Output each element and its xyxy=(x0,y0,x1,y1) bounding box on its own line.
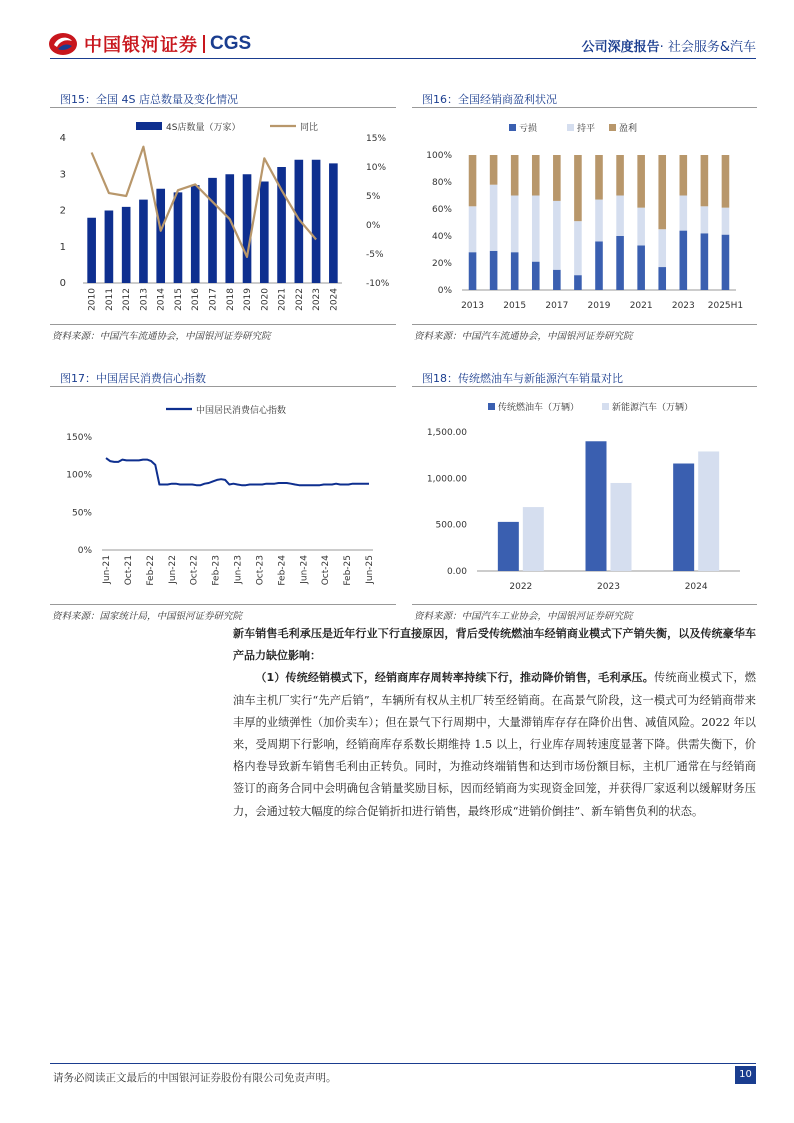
fig16-bar-segment xyxy=(658,267,666,290)
fig16-bar-segment xyxy=(532,262,540,290)
fig16-bar-segment xyxy=(511,155,519,196)
logo-separator xyxy=(203,35,205,53)
fig17-y-tick: 150% xyxy=(66,433,92,443)
report-sector: · 社会服务&汽车 xyxy=(659,40,756,55)
fig16-legend-label: 亏损 xyxy=(519,124,538,134)
fig16-bar-segment xyxy=(680,155,688,196)
fig15-plot xyxy=(60,121,390,311)
fig18-x-tick: 2022 xyxy=(509,582,533,592)
fig15-legend-bar-swatch xyxy=(136,122,162,130)
fig15-left-tick: 4 xyxy=(59,133,66,144)
fig16-bar-segment xyxy=(722,208,730,235)
fig18-bar xyxy=(698,451,719,571)
fig16-x-tick: 2019 xyxy=(587,301,611,311)
fig16-bar-segment xyxy=(511,196,519,253)
fig17-source-rule xyxy=(50,604,396,605)
fig17-x-tick: Jun-25 xyxy=(365,555,375,584)
fig16-bar-segment xyxy=(637,208,645,246)
fig15-bar xyxy=(260,182,269,284)
fig16-bar-segment xyxy=(701,233,709,290)
fig16-bar-segment xyxy=(658,229,666,267)
fig16-bar-segment xyxy=(595,241,603,290)
fig17-legend-label: 中国居民消费信心指数 xyxy=(196,406,287,416)
fig18-legend-label: 传统燃油车（万辆） xyxy=(498,403,580,413)
fig15-left-tick: 1 xyxy=(59,241,66,253)
fig18-bar xyxy=(586,441,607,571)
fig18-x-tick: 2023 xyxy=(597,582,620,592)
fig16-title-rule xyxy=(412,107,757,108)
fig15-title: 图15：全国 4S 店总数量及变化情况 xyxy=(60,93,238,106)
fig18-source-rule xyxy=(412,604,757,605)
fig15-right-tick: 5% xyxy=(366,192,381,202)
fig15-right-tick: 0% xyxy=(366,221,381,231)
fig16-bar-segment xyxy=(532,196,540,262)
fig18-legend-swatch xyxy=(488,403,495,410)
body-paragraph-2-lead: （1）传统经销模式下，经销商库存周转率持续下行，推动降价销售，毛利承压。 xyxy=(255,671,654,685)
fig18-legend-swatch xyxy=(602,403,609,410)
fig15-x-tick: 2015 xyxy=(173,288,184,311)
fig16-plot xyxy=(426,122,743,311)
fig15-right-tick: 10% xyxy=(366,163,387,173)
body-paragraph-1: 新车销售毛利承压是近年行业下行直接原因，背后受传统燃油车经销商业模式下产销失衡，以及传统豪华车产品力缺位影响： xyxy=(233,627,756,663)
fig16-bar-segment xyxy=(553,155,561,201)
fig15-x-tick: 2019 xyxy=(243,288,254,311)
report-type: 公司深度报告 xyxy=(581,40,660,55)
body-text xyxy=(233,623,756,823)
fig18-y-tick: 1,500.00 xyxy=(426,428,467,438)
fig15-x-tick: 2021 xyxy=(277,288,288,311)
fig16-bar-segment xyxy=(595,155,603,200)
body-paragraph-2 xyxy=(233,667,756,822)
fig15-x-tick: 2023 xyxy=(312,288,323,311)
fig15-x-tick: 2024 xyxy=(329,288,340,311)
fig16-x-tick: 2017 xyxy=(545,301,569,311)
fig16-x-tick: 2021 xyxy=(629,301,653,311)
fig15-bar xyxy=(122,207,131,283)
fig16-bar-segment xyxy=(574,155,582,221)
logo-cgs: CGS xyxy=(210,33,252,54)
fig17-y-tick: 50% xyxy=(71,508,92,519)
fig17-x-tick: Feb-25 xyxy=(343,555,354,586)
fig16-bar-segment xyxy=(553,270,561,290)
fig18-y-tick: 1,000.00 xyxy=(426,474,467,485)
fig15-left-tick: 2 xyxy=(59,205,66,217)
fig18-bar xyxy=(498,522,519,571)
fig16-bar-segment xyxy=(722,235,730,290)
body-paragraph-2-rest: 传统商业模式下，燃油车主机厂实行“先产后销”，车辆所有权从主机厂转至经销商。在高景气阶段，这一模式可为经销商带来丰厚的业绩弹性（加价卖车）；但在景气下行周期中，大量滞销库存存在降价出售、减值风险。2022 年以来，受周期下行影响，经销商库存系数长期维持 1.5 以上，行业库存周转速度显著下降。供需失衡下，价格内卷导致新车销售毛利由正转负。同时，为推动终端销售和达到市场份额目标，主机厂通常在与经销商签订的商务合同中会明确包含销量奖励目标，因而经销商为实现资金回笼，并获得厂家返利以缓解财务压力，会通过较大幅度的综合促销折扣进行销售，最终形成“进销价倒挂”、新车销售负利的状态。 xyxy=(233,671,756,818)
fig16-source: 资料来源：中国汽车流通协会，中国银河证券研究院 xyxy=(414,331,633,342)
footer-disclaimer: 请务必阅读正文最后的中国银河证券股份有限公司免责声明。 xyxy=(53,1072,337,1084)
fig16-x-tick: 2023 xyxy=(671,301,695,311)
fig15-bar xyxy=(87,218,96,283)
fig16-bar-segment xyxy=(637,155,645,208)
fig17-x-tick: Feb-23 xyxy=(211,555,222,586)
fig15-bar xyxy=(191,185,200,283)
fig18-y-tick: 500.00 xyxy=(435,520,467,531)
fig15-right-tick: -5% xyxy=(366,250,384,260)
fig15-right-tick: -10% xyxy=(366,279,390,289)
fig18-plot xyxy=(427,401,740,592)
fig18-x-tick: 2024 xyxy=(684,582,708,592)
fig15-x-tick: 2011 xyxy=(104,288,115,311)
fig16-bar-segment xyxy=(701,206,709,233)
fig17-confidence-line xyxy=(106,458,369,485)
fig17-x-tick: Oct-24 xyxy=(321,555,332,586)
fig16-y-tick: 0% xyxy=(437,286,452,296)
fig16-bar-segment xyxy=(574,275,582,290)
fig16-bar-segment xyxy=(469,252,477,290)
fig16-y-tick: 60% xyxy=(431,205,452,215)
fig17-x-tick: Jun-22 xyxy=(167,555,178,584)
fig16-bar-segment xyxy=(616,196,624,237)
fig15-legend-line-label: 同比 xyxy=(300,123,319,133)
fig15-bar xyxy=(174,192,183,283)
fig15-legend-bar-label: 4S店数量（万家） xyxy=(166,123,241,133)
fig16-bar-segment xyxy=(680,231,688,290)
fig17-x-tick: Feb-24 xyxy=(277,555,288,586)
fig17-chart xyxy=(50,390,396,602)
fig16-bar-segment xyxy=(490,251,498,290)
fig15-x-tick: 2017 xyxy=(208,288,219,311)
fig18-source: 资料来源：中国汽车工业协会，中国银河证券研究院 xyxy=(414,611,633,622)
fig15-x-tick: 2018 xyxy=(225,288,236,311)
fig17-title: 图17：中国居民消费信心指数 xyxy=(60,372,206,385)
fig18-legend-label: 新能源汽车（万辆） xyxy=(612,403,694,413)
fig16-x-tick: 2013 xyxy=(461,301,484,311)
fig17-source: 资料来源：国家统计局，中国银河证券研究院 xyxy=(52,611,243,622)
fig18-title: 图18：传统燃油车与新能源汽车销量对比 xyxy=(422,372,623,385)
fig16-bar-segment xyxy=(490,185,498,251)
fig15-bar xyxy=(329,163,338,283)
header-logo xyxy=(48,30,251,58)
fig16-bar-segment xyxy=(532,155,540,196)
fig17-x-tick: Feb-22 xyxy=(145,555,156,586)
fig16-source-rule xyxy=(412,324,757,325)
fig18-bar xyxy=(523,507,544,571)
fig16-y-tick: 100% xyxy=(426,151,452,161)
fig15-x-tick: 2016 xyxy=(191,288,202,311)
fig18-chart xyxy=(412,390,757,602)
fig16-bar-segment xyxy=(595,200,603,242)
fig16-y-tick: 20% xyxy=(431,259,452,269)
fig15-chart xyxy=(50,112,396,322)
fig16-x-tick: 2025H1 xyxy=(707,301,744,311)
fig18-bar xyxy=(673,464,694,571)
fig15-bar xyxy=(225,174,234,283)
fig17-x-tick: Oct-21 xyxy=(123,555,134,586)
fig15-bar xyxy=(156,189,165,283)
fig16-bar-segment xyxy=(701,155,709,206)
fig16-legend-label: 盈利 xyxy=(619,124,638,134)
fig15-left-tick: 0 xyxy=(59,278,66,289)
fig16-bar-segment xyxy=(469,155,477,206)
page-number: 10 xyxy=(735,1066,756,1084)
fig16-bar-segment xyxy=(616,155,624,196)
fig16-legend-swatch xyxy=(609,124,616,131)
logo-text: 中国银河证券 xyxy=(84,35,198,56)
fig16-chart xyxy=(412,112,757,322)
fig16-bar-segment xyxy=(637,245,645,290)
fig16-bar-segment xyxy=(511,252,519,290)
fig17-x-tick: Oct-22 xyxy=(189,555,200,586)
fig15-x-tick: 2013 xyxy=(139,288,150,311)
header-report-info xyxy=(582,36,756,55)
fig17-x-tick: Jun-21 xyxy=(102,555,112,584)
fig18-bar xyxy=(611,483,632,571)
fig17-y-tick: 100% xyxy=(66,470,92,481)
fig16-bar-segment xyxy=(469,206,477,252)
fig15-bar xyxy=(105,211,114,284)
fig16-bar-segment xyxy=(658,155,666,229)
fig15-bar xyxy=(312,160,321,283)
fig16-bar-segment xyxy=(616,236,624,290)
fig16-bar-segment xyxy=(574,221,582,275)
fig15-x-tick: 2012 xyxy=(122,288,133,311)
fig15-x-tick: 2022 xyxy=(294,288,305,311)
cgs-logo-icon xyxy=(48,31,78,57)
fig18-y-tick: 0.00 xyxy=(446,567,467,577)
fig15-x-tick: 2010 xyxy=(87,288,98,311)
fig16-legend-swatch xyxy=(567,124,574,131)
fig16-title: 图16：全国经销商盈利状况 xyxy=(422,93,557,106)
fig15-source-rule xyxy=(50,324,396,325)
fig16-legend-swatch xyxy=(509,124,516,131)
fig16-y-tick: 80% xyxy=(431,178,452,188)
fig18-title-rule xyxy=(412,386,757,387)
fig15-right-tick: 15% xyxy=(366,134,387,144)
fig16-legend-label: 持平 xyxy=(577,124,596,134)
fig15-bar xyxy=(139,200,148,283)
fig15-title-rule xyxy=(50,107,396,108)
fig16-x-tick: 2015 xyxy=(503,301,527,311)
fig15-bar xyxy=(243,174,252,283)
footer-rule xyxy=(50,1063,756,1064)
fig17-y-tick: 0% xyxy=(77,546,92,556)
fig16-bar-segment xyxy=(680,196,688,231)
fig15-source: 资料来源：中国汽车流通协会，中国银河证券研究院 xyxy=(52,331,271,342)
fig15-x-tick: 2020 xyxy=(260,288,271,311)
header-rule xyxy=(50,58,756,59)
fig17-plot xyxy=(66,404,375,586)
fig16-bar-segment xyxy=(722,155,730,208)
fig15-left-tick: 3 xyxy=(59,169,66,181)
fig16-bar-segment xyxy=(553,201,561,270)
fig16-y-tick: 40% xyxy=(431,232,452,242)
fig16-bar-segment xyxy=(490,155,498,185)
fig17-x-tick: Jun-23 xyxy=(233,555,244,584)
fig15-bar xyxy=(208,178,217,283)
fig17-x-tick: Oct-23 xyxy=(255,555,266,586)
fig17-title-rule xyxy=(50,386,396,387)
fig15-x-tick: 2014 xyxy=(156,288,167,311)
fig17-x-tick: Jun-24 xyxy=(299,555,310,584)
